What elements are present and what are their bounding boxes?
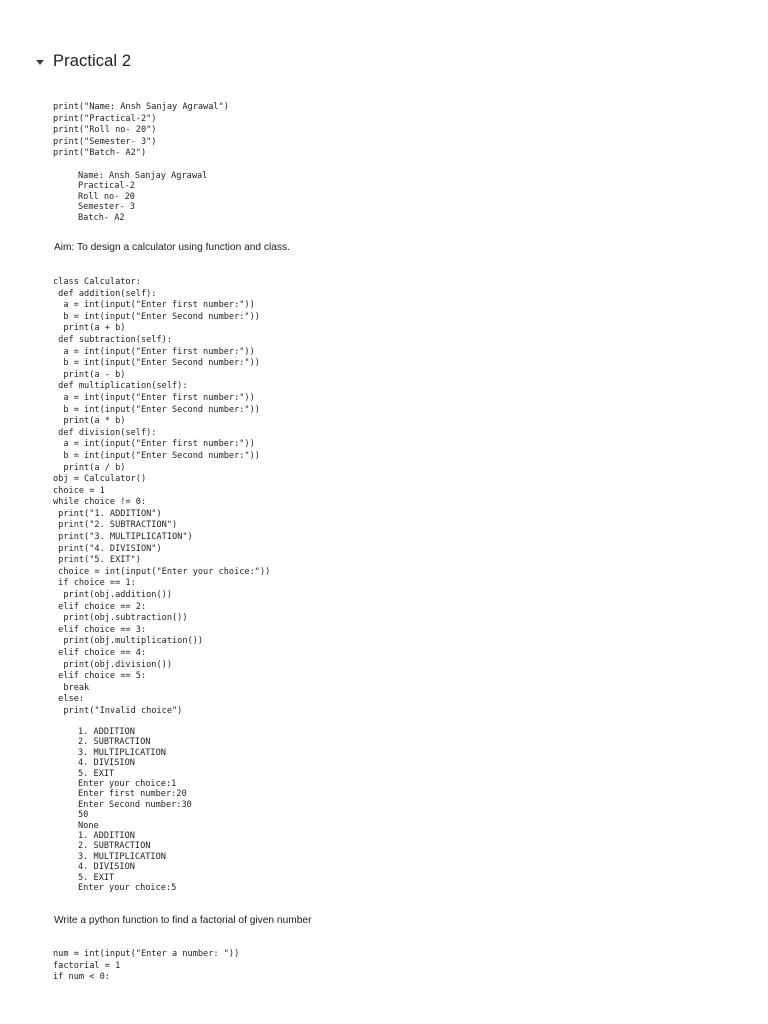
text-cell-aim: Aim: To design a calculator using function and class. <box>54 242 290 253</box>
code-cell-factorial[interactable]: num = int(input("Enter a number: ")) factorial = 1 if num < 0: <box>53 949 240 983</box>
code-cell-calculator[interactable]: class Calculator: def addition(self): a = int(input("Enter first number:")) b = int(input("Enter Second number:")) print(a + b) def subtraction(self): a = int(input("Enter first number:")) b = int(input("Enter Second number:")) print(a - b) def multiplication(self): a = int(input("Enter first number:")) b = int(input("Enter Second number:")) print(a * b) def division(self): a = int(input("Enter first number:")) b = int(input("Enter Second number:")) print(a / b) obj = Calculator() choice = 1 while choice != 0: print("1. ADDITION") print("2. SUBTRACTION") print("3. MULTIPLICATION") print("4. DIVISION") print("5. EXIT") choice = int(input("Enter your choice:")) if choice == 1: print(obj.addition()) elif choice == 2: print(obj.subtraction()) elif choice == 3: print(obj.multiplication()) elif choice == 4: print(obj.division()) elif choice == 5: break else: print("Invalid choice") <box>53 277 271 716</box>
caret-down-icon[interactable] <box>36 60 44 65</box>
section-header[interactable] <box>36 52 131 71</box>
text-cell-factorial-task: Write a python function to find a factorial of given number <box>54 915 312 926</box>
section-title: Practical 2 <box>53 52 132 70</box>
output-student-info: Name: Ansh Sanjay Agrawal Practical-2 Roll no- 20 Semester- 3 Batch- A2 <box>78 171 208 223</box>
code-cell-student-info[interactable]: print("Name: Ansh Sanjay Agrawal") print("Practical-2") print("Roll no- 20") print("Semester- 3") print("Batch- A2") <box>53 102 229 159</box>
output-calculator: 1. ADDITION 2. SUBTRACTION 3. MULTIPLICATION 4. DIVISION 5. EXIT Enter your choice:1 Enter first number:20 Enter Second number:30 50 None 1. ADDITION 2. SUBTRACTION 3. MULTIPLICATION 4. DIVISION 5. EXIT Enter your choice:5 <box>78 727 192 894</box>
